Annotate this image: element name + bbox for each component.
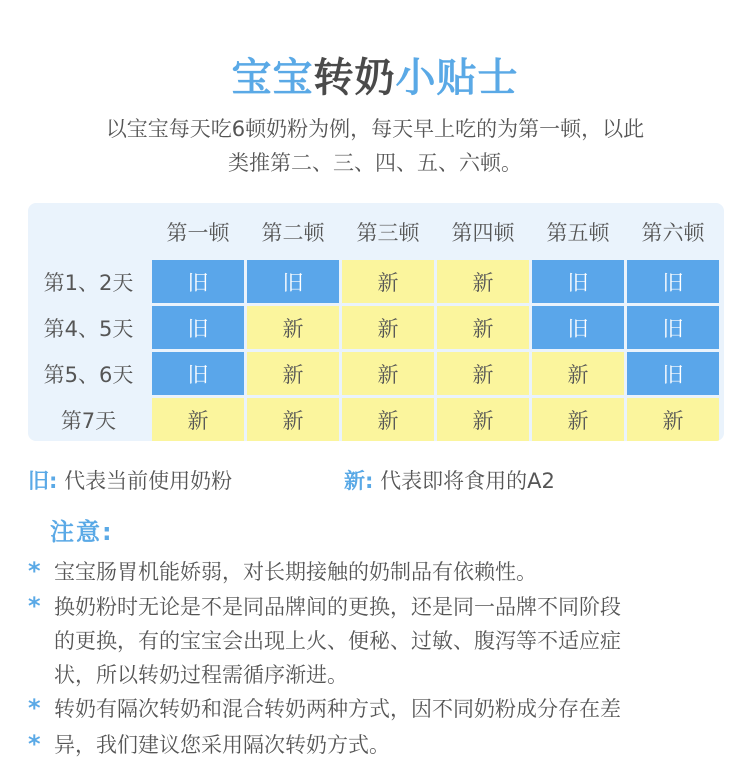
legend-new-desc: 代表即将食用的A2 <box>380 469 555 493</box>
schedule-cell: 新 <box>627 398 719 441</box>
column-header: 第六顿 <box>641 220 705 245</box>
note-line: 转奶有隔次转奶和混合转奶两种方式，因不同奶粉成分存在差 <box>54 697 621 721</box>
schedule-cell: 新 <box>342 260 434 303</box>
schedule-cell: 旧 <box>627 260 719 303</box>
legend-old-key: 旧: <box>28 469 58 493</box>
schedule-cell: 旧 <box>152 352 244 395</box>
intro-text <box>60 112 690 180</box>
schedule-cell: 新 <box>152 398 244 441</box>
schedule-cell: 旧 <box>532 306 624 349</box>
schedule-cell: 新 <box>247 398 339 441</box>
bullet-icon: * <box>28 694 41 722</box>
schedule-cell: 旧 <box>152 306 244 349</box>
schedule-cell: 新 <box>437 352 529 395</box>
note-line: 异，我们建议您采用隔次转奶方式。 <box>54 733 390 757</box>
schedule-cell: 新 <box>532 398 624 441</box>
schedule-cell: 新 <box>342 352 434 395</box>
schedule-cell: 新 <box>437 398 529 441</box>
title-part-3: 小贴士 <box>395 55 519 101</box>
schedule-cell: 旧 <box>627 352 719 395</box>
title-part-2: 转奶 <box>313 55 396 101</box>
schedule-cell: 新 <box>342 306 434 349</box>
schedule-cell: 新 <box>437 260 529 303</box>
intro-line: 类推第二、三、四、五、六顿。 <box>228 151 522 175</box>
schedule-cell: 旧 <box>627 306 719 349</box>
note-line: 换奶粉时无论是不是同品牌间的更换，还是同一品牌不同阶段 <box>54 595 621 619</box>
legend-new-key: 新: <box>344 469 374 493</box>
row-label: 第4、5天 <box>43 316 134 341</box>
note-line: 状，所以转奶过程需循序渐进。 <box>54 663 348 687</box>
column-header: 第一顿 <box>166 220 230 245</box>
bullet-icon: * <box>28 557 41 585</box>
row-label: 第1、2天 <box>43 270 134 295</box>
schedule-cell: 旧 <box>152 260 244 303</box>
schedule-cell: 新 <box>342 398 434 441</box>
title-part-1: 宝宝 <box>231 55 314 101</box>
note-line: 的更换，有的宝宝会出现上火、便秘、过敏、腹泻等不适应症 <box>54 629 621 653</box>
schedule-cell: 新 <box>247 352 339 395</box>
notes-title: 注意: <box>50 518 114 546</box>
column-header: 第四顿 <box>451 220 515 245</box>
schedule-cell: 旧 <box>532 260 624 303</box>
row-label: 第5、6天 <box>43 362 134 387</box>
column-header: 第二顿 <box>261 220 325 245</box>
legend-new <box>344 465 555 495</box>
page-title <box>0 46 750 103</box>
schedule-table <box>28 203 724 441</box>
note-line: 宝宝肠胃机能娇弱，对长期接触的奶制品有依赖性。 <box>54 560 537 584</box>
column-header: 第五顿 <box>546 220 610 245</box>
legend-old <box>28 465 232 495</box>
schedule-cell: 新 <box>247 306 339 349</box>
schedule-cell: 旧 <box>247 260 339 303</box>
bullet-icon: * <box>28 730 41 758</box>
column-header: 第三顿 <box>356 220 420 245</box>
schedule-cell: 新 <box>532 352 624 395</box>
intro-line: 以宝宝每天吃6顿奶粉为例，每天早上吃的为第一顿，以此 <box>105 117 645 141</box>
schedule-cell: 新 <box>437 306 529 349</box>
legend-old-desc: 代表当前使用奶粉 <box>64 469 233 493</box>
row-label: 第7天 <box>60 408 117 433</box>
bullet-icon: * <box>28 592 41 620</box>
